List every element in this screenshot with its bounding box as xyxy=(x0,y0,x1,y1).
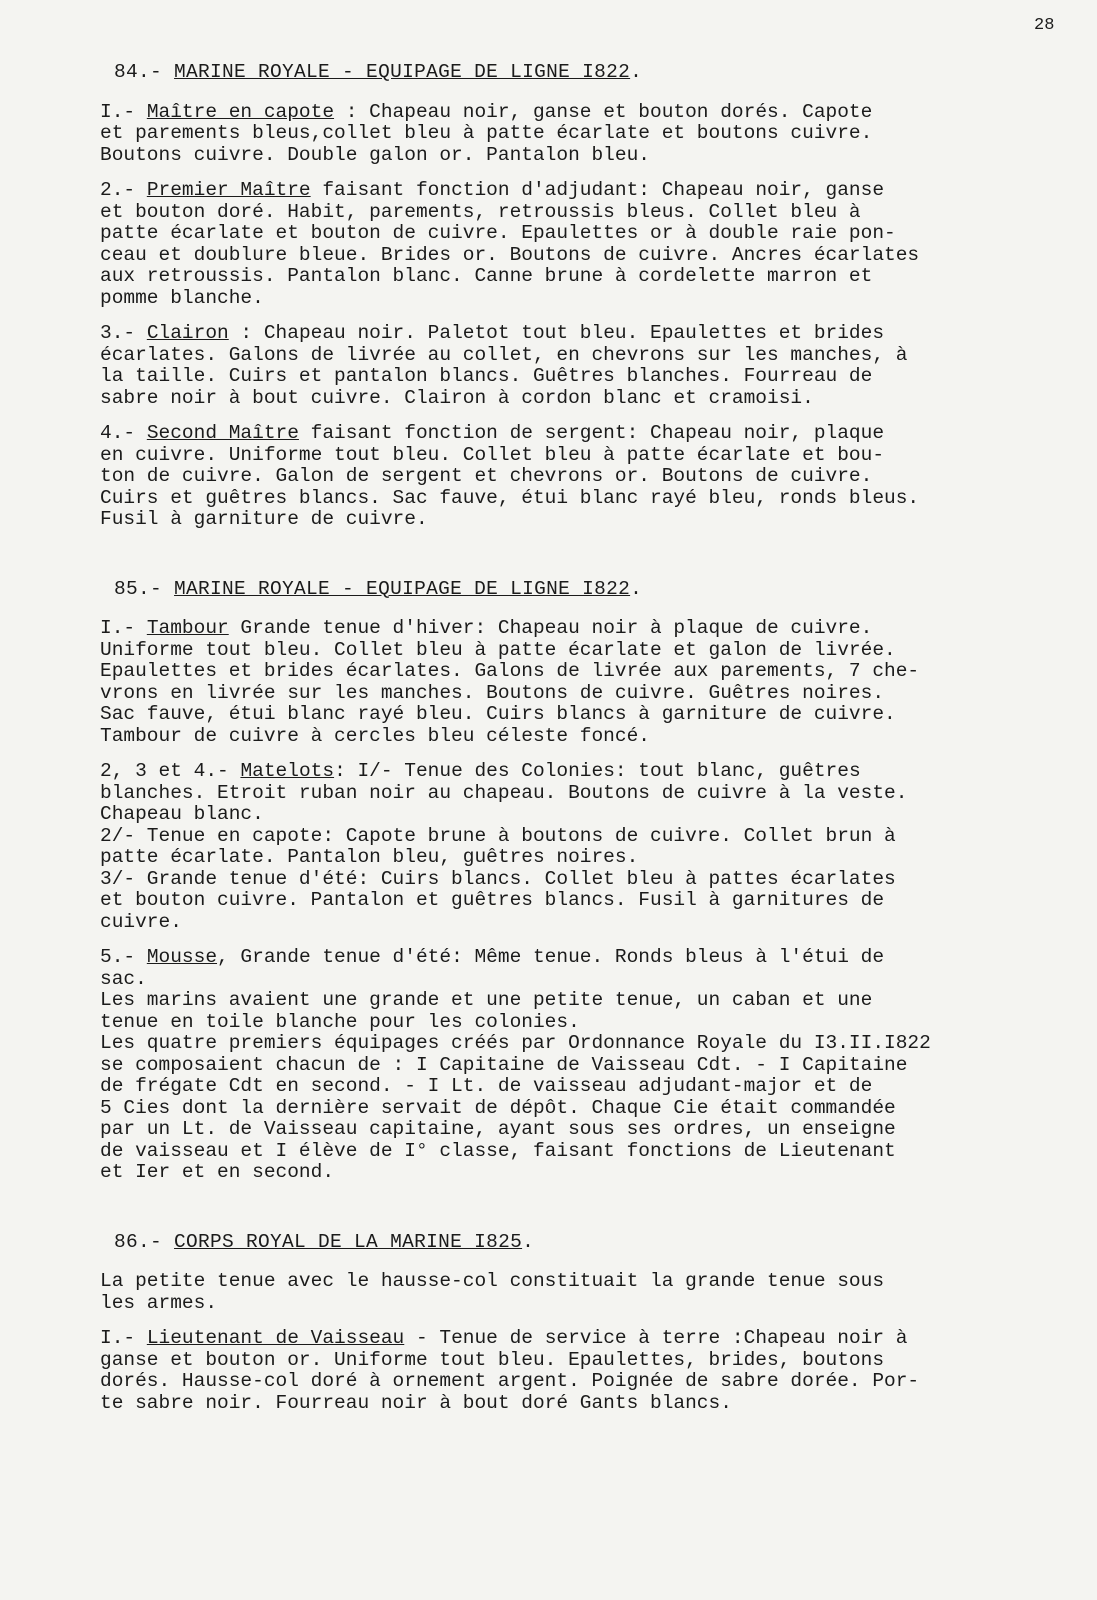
section-title-suffix: . xyxy=(522,1230,535,1253)
section-title: CORPS ROYAL DE LA MARINE I825 xyxy=(174,1230,523,1253)
entry-lead: Lieutenant de Vaisseau xyxy=(146,1327,405,1349)
entry-text: , Grande tenue d'été: Même tenue. Ronds bleus à l'étui de sac. Les marins avaient une grande et une petite tenue, un caban et une tenue en toile blanche pour les colonies. Les quatre premiers équipages créés par Ordonnance Royale du I3.II.I822 se composaient chacun de : I Capitaine de Vaisseau Cdt. - I Capitaine de frégate Cdt en second. - I Lt. de vaisseau adjudant-major et de 5 Cies dont la dernière servait de dépôt. Chaque Cie était commandée par un Lt. de Vaisseau capitaine, ayant sous ses ordres, un enseigne de vaisseau et I élève de I° classe, faisant fonctions de Lieutenant et Ier et en second. xyxy=(100,946,931,1183)
entry-paragraph xyxy=(100,947,1085,1184)
section-86 xyxy=(100,1232,1085,1415)
entry-paragraph xyxy=(100,102,1085,167)
entry-lead: Tambour xyxy=(146,617,229,639)
section-84 xyxy=(100,62,1085,531)
section-spacer xyxy=(100,545,1085,579)
entry-paragraph xyxy=(100,1328,1085,1414)
entry-number: 3.- xyxy=(100,322,147,344)
entry-number: I.- xyxy=(100,617,147,639)
section-heading xyxy=(114,1232,1085,1254)
section-number: 84.- xyxy=(114,61,163,83)
entry-number: I.- xyxy=(100,1327,147,1349)
section-title: MARINE ROYALE - EQUIPAGE DE LIGNE I822 xyxy=(174,61,631,83)
entry-text: : Chapeau noir. Paletot tout bleu. Epaulettes et brides écarlates. Galons de livrée au collet, en chevrons sur les manches, à la taille. Cuirs et pantalon blancs. Guêtres blanches. Fourreau de sabre noir à bout cuivre. Clairon à cordon blanc et cramoisi. xyxy=(100,322,908,409)
section-intro: La petite tenue avec le hausse-col constituait la grande tenue sous les armes. xyxy=(100,1270,885,1314)
section-title-suffix: . xyxy=(630,577,643,600)
entry-text: faisant fonction d'adjudant: Chapeau noir, ganse et bouton doré. Habit, parements, retroussis bleus. Collet bleu à patte écarlate et bouton de cuivre. Epaulettes or à double raie pon- ceau et doublure bleue. Brides or. Boutons de cuivre. Ancres écarlates aux retroussis. Pantalon blanc. Canne brune à cordelette marron et pomme blanche. xyxy=(100,179,920,309)
entry-lead: Premier Maître xyxy=(146,179,311,201)
entry-paragraph xyxy=(100,180,1085,309)
entry-number: 4.- xyxy=(100,422,147,444)
section-number: 86.- xyxy=(114,1230,163,1253)
entry-number: 5.- xyxy=(100,946,147,968)
document-body xyxy=(100,62,1085,1428)
section-title: MARINE ROYALE - EQUIPAGE DE LIGNE I822 xyxy=(174,577,631,600)
entry-number: 2.- xyxy=(100,179,147,201)
section-heading xyxy=(114,62,1085,84)
entry-paragraph xyxy=(100,618,1085,747)
entry-text: Grande tenue d'hiver: Chapeau noir à plaque de cuivre. Uniforme tout bleu. Collet bleu à patte écarlate et galon de livrée. Epaulettes et brides écarlates. Galons de livrée aux parements, 7 che- vrons en livrée sur les manches. Boutons de cuivre. Guêtres noires. Sac fauve, étui blanc rayé bleu. Cuirs blancs à garniture de cuivre. Tambour de cuivre à cercles bleu céleste foncé. xyxy=(100,617,920,747)
entry-number: I.- xyxy=(100,100,147,123)
entry-paragraph xyxy=(100,423,1085,531)
entry-text: : Chapeau noir, ganse et bouton dorés. Capote et parements bleus,collet bleu à patte écarlate et boutons cuivre. Boutons cuivre. Double galon or. Pantalon bleu. xyxy=(100,100,873,166)
entry-lead: Second Maître xyxy=(146,422,299,444)
entry-lead: Clairon xyxy=(146,322,229,344)
entry-lead: Mousse xyxy=(146,946,218,968)
entry-lead: Matelots xyxy=(240,760,335,782)
section-heading xyxy=(114,579,1085,601)
entry-lead: Maître en capote xyxy=(146,100,335,123)
entry-text: faisant fonction de sergent: Chapeau noir, plaque en cuivre. Uniforme tout bleu. Collet bleu à patte écarlate et bou- ton de cuivre. Galon de sergent et chevrons or. Boutons de cuivre. Cuirs et guêtres blancs. Sac fauve, étui blanc rayé bleu, ronds bleus. Fusil à garniture de cuivre. xyxy=(100,422,920,530)
entry-paragraph xyxy=(100,761,1085,933)
page-number: 28 xyxy=(1034,16,1055,35)
entry-text: : I/- Tenue des Colonies: tout blanc, guêtres blanches. Etroit ruban noir au chapeau. Boutons de cuivre à la veste. Chapeau blanc. 2/- Tenue en capote: Capote brune à boutons de cuivre. Collet brun à patte écarlate. Pantalon bleu, guêtres noires. 3/- Grande tenue d'été: Cuirs blancs. Collet bleu à pattes écarlates et bouton cuivre. Pantalon et guêtres blancs. Fusil à garnitures de cuivre. xyxy=(100,760,908,933)
entry-number: 2, 3 et 4.- xyxy=(100,760,241,782)
section-title-suffix: . xyxy=(630,61,643,83)
entry-text: - Tenue de service à terre :Chapeau noir à ganse et bouton or. Uniforme tout bleu. Epaulettes, brides, boutons dorés. Hausse-col doré à ornement argent. Poignée de sabre dorée. Por- te sabre noir. Fourreau noir à bout doré Gants blancs. xyxy=(100,1327,920,1414)
section-number: 85.- xyxy=(114,577,163,600)
section-spacer xyxy=(100,1198,1085,1232)
section-85 xyxy=(100,579,1085,1184)
entry-paragraph xyxy=(100,323,1085,409)
